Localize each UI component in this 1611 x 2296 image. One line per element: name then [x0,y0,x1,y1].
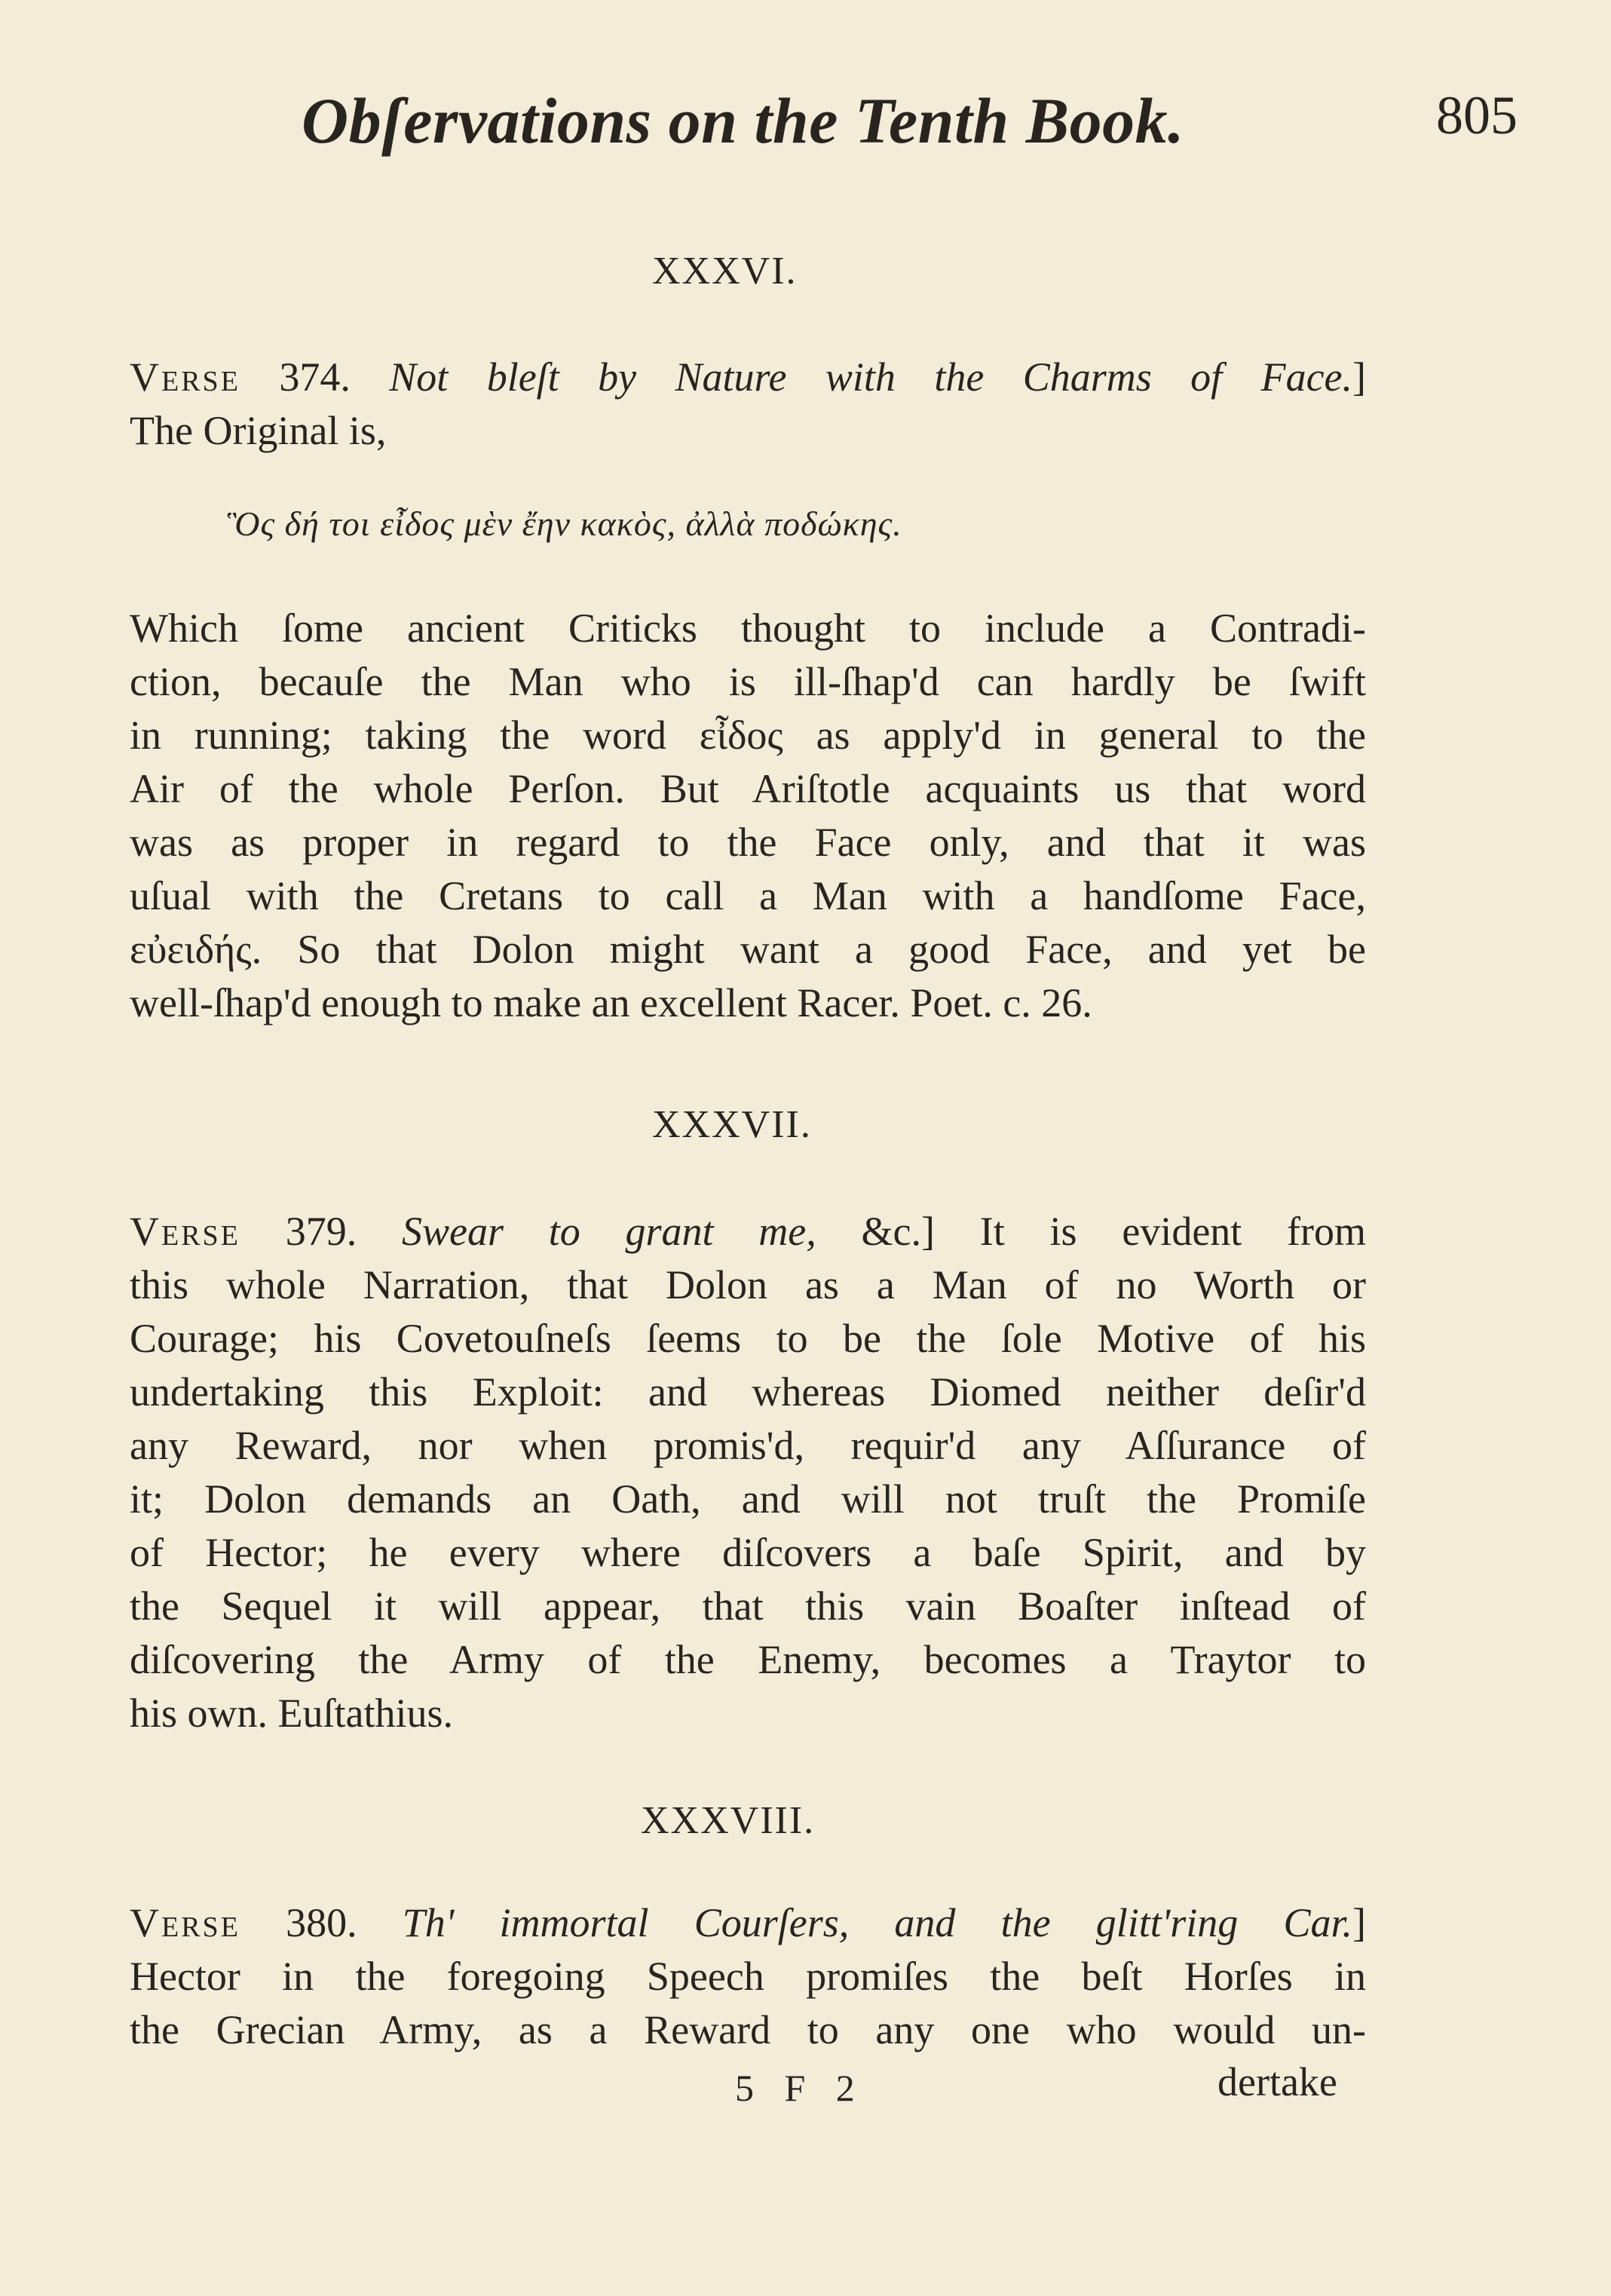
text-line: well-ſhap'd enough to make an excellent Racer. Poet. c. 26. [130,980,1092,1025]
text-line: his own. Euſtathius. [130,1691,453,1736]
verse-label: Verse [130,1900,240,1945]
text-line: Air of the whole Perſon. But Ariſtotle acquaints us that word [130,766,1366,811]
running-head: Obſervations on the Tenth Book. [302,84,1185,157]
text-line: Courage; his Covetouſneſs ſeems to be the ſole Motive of his [130,1316,1366,1361]
note-36-heading [130,351,1366,458]
text-line: in running; taking the word εἶδος as apply'd in general to the [130,713,1366,758]
verse-quote: Not bleſt by Nature with the Charms of Face. [389,354,1353,400]
text-line-rest: It is evident from [979,1209,1367,1254]
text-line: Which ſome ancient Criticks thought to include a Contradi- [130,605,1366,651]
verse-close: ] [1352,1900,1366,1945]
greek-quotation: Ὃς δή τοι εἶδος μὲν ἔην κακὸς, ἀλλὰ ποδώκης. [226,504,902,543]
verse-after: &c.] [816,1209,936,1254]
verse-number: 374. [279,354,351,400]
verse-number: 380. [286,1900,357,1945]
text-line: of Hector; he every where diſcovers a baſe Spirit, and by [130,1530,1366,1575]
verse-quote: Swear to grant me, [401,1209,816,1254]
section-number-36: XXXVI. [652,250,798,293]
section-number-37: XXXVII. [652,1103,812,1146]
note-36-intro: The Original is, [130,408,387,453]
section-number-38: XXXVIII. [641,1799,816,1842]
text-line: was as proper in regard to the Face only, and that it was [130,820,1366,865]
note-38-body [130,1896,1366,2057]
text-line: it; Dolon demands an Oath, and will not truſt the Promiſe [130,1476,1366,1522]
text-line: diſcovering the Army of the Enemy, becomes a Traytor to [130,1637,1366,1682]
verse-quote: Th' immortal Courſers, and the glitt'ring Car. [402,1900,1353,1945]
note-37-body [130,1205,1366,1740]
page-number: 805 [1436,85,1518,146]
text-line: ction, becauſe the Man who is ill-ſhap'd can hardly be ſwift [130,659,1366,704]
note-37-heading-line [130,1205,1366,1258]
verse-close: ] [1352,354,1366,400]
text-line: any Reward, nor when promis'd, requir'd any Aſſurance of [130,1423,1366,1468]
note-38-heading-line [130,1896,1366,1950]
text-line: the Grecian Army, as a Reward to any one who would un- [130,2007,1366,2052]
text-line: uſual with the Cretans to call a Man with a handſome Face, [130,873,1366,918]
verse-label: Verse [130,354,240,400]
catchword: dertake [1217,2059,1337,2104]
text-line: the Sequel it will appear, that this vain Boaſter inſtead of [130,1583,1366,1629]
text-line: Hector in the foregoing Speech promiſes the beſt Horſes in [130,1954,1366,1999]
note-36-body [130,602,1366,1030]
text-line: εὐειδής. So that Dolon might want a good Face, and yet be [130,927,1366,972]
text-line: undertaking this Exploit: and whereas Diomed neither deſir'd [130,1369,1366,1415]
verse-number: 379. [285,1209,357,1254]
signature-mark: 5 F 2 [735,2067,865,2109]
text-line: this whole Narration, that Dolon as a Man of no Worth or [130,1262,1366,1307]
note-36-heading-line [130,351,1366,404]
verse-label: Verse [130,1209,240,1254]
